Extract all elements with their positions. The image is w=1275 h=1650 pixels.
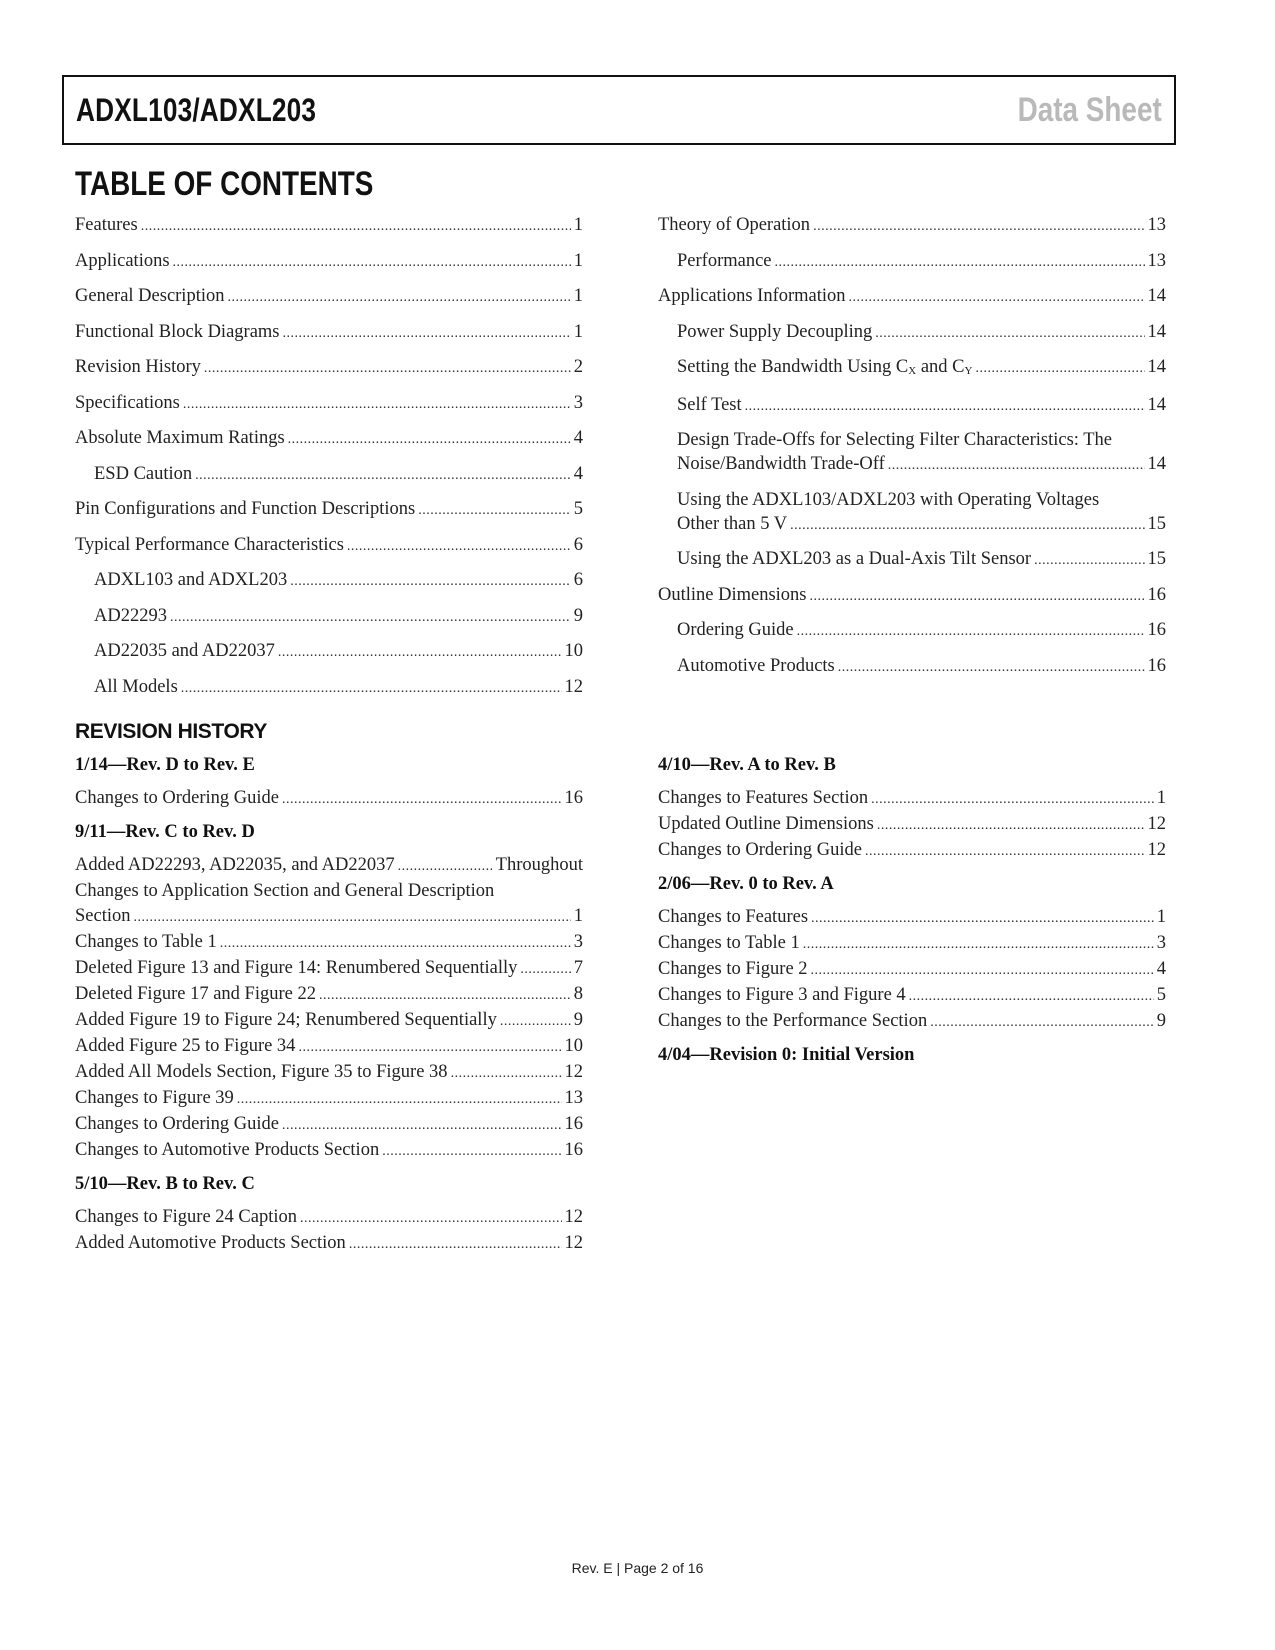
- revision-item-label: Updated Outline Dimensions: [658, 814, 874, 834]
- revision-block: [658, 753, 1166, 864]
- leader-dots: [790, 514, 1144, 538]
- revision-block: [75, 820, 583, 1164]
- toc-entry-label: Performance: [677, 250, 772, 271]
- revision-item: [658, 838, 1166, 864]
- toc-entry-label: [677, 355, 972, 383]
- revision-item-label: Changes to Ordering Guide: [75, 788, 279, 808]
- toc-entry-label: Self Test: [677, 394, 742, 415]
- toc-entry-label: Applications: [75, 250, 170, 271]
- toc-entry-label: Using the ADXL203 as a Dual-Axis Tilt Sensor: [677, 549, 1032, 569]
- toc-entry-page: 15: [1147, 549, 1166, 569]
- label-text: and C: [916, 357, 965, 377]
- toc-entry[interactable]: [75, 213, 583, 239]
- revision-item: [75, 956, 583, 982]
- toc-entry-page: 3: [573, 392, 583, 413]
- revision-block: [75, 753, 583, 812]
- revision-item: [75, 1034, 583, 1060]
- revision-item: [658, 957, 1166, 983]
- toc-entry-page: 14: [1147, 394, 1166, 415]
- toc-entry-page: 4: [573, 428, 583, 448]
- revision-item: [75, 1231, 583, 1257]
- revision-item: [658, 1009, 1166, 1035]
- leader-dots: [204, 357, 571, 381]
- toc-entry-page: 1: [573, 321, 583, 342]
- leader-dots: [173, 251, 571, 275]
- revision-item: [658, 983, 1166, 1009]
- leader-dots: [975, 357, 1144, 381]
- leader-dots: [1034, 549, 1144, 573]
- revision-item: [75, 982, 583, 1008]
- subscript-x: X: [908, 365, 917, 377]
- revision-block: [658, 1043, 1166, 1067]
- revision-item-label: Changes to Figure 24 Caption: [75, 1207, 297, 1227]
- revision-item: [75, 1205, 583, 1231]
- toc-entry-label: AD22035 and AD22037: [94, 641, 275, 661]
- revision-item: [658, 786, 1166, 812]
- revision-item-label-line1: Changes to Application Section and General Description: [75, 881, 495, 901]
- leader-dots: [451, 1061, 562, 1086]
- revision-item-page: 9: [573, 1010, 583, 1030]
- revision-item-page: 1: [573, 906, 583, 926]
- toc-entry-page: 14: [1147, 357, 1166, 377]
- toc-entry-page: 6: [573, 534, 583, 555]
- toc-entry-label: Features: [75, 215, 138, 235]
- toc-entry-label: Revision History: [75, 357, 201, 377]
- revision-item-label: Section: [75, 906, 131, 926]
- toc-entry-label: Typical Performance Characteristics: [75, 534, 344, 555]
- toc-entry[interactable]: [75, 284, 583, 310]
- leader-dots: [195, 464, 571, 488]
- leader-dots: [181, 677, 562, 701]
- toc-entry-label: Power Supply Decoupling: [677, 321, 873, 342]
- page-header: [62, 75, 1176, 145]
- leader-dots: [300, 1206, 562, 1231]
- toc-entry[interactable]: [75, 533, 583, 559]
- toc-entry[interactable]: [75, 497, 583, 523]
- revision-item-label: Changes to Table 1: [75, 932, 217, 952]
- revision-item-page: 13: [564, 1088, 583, 1108]
- leader-dots: [237, 1087, 562, 1112]
- leader-dots: [849, 286, 1145, 310]
- toc-entry-label: Other than 5 V: [677, 513, 788, 534]
- leader-dots: [398, 854, 493, 879]
- toc-entry-page: 10: [564, 641, 583, 661]
- toc-entry-label: Automotive Products: [677, 655, 835, 676]
- subscript-y: Y: [964, 365, 973, 377]
- leader-dots: [500, 1009, 571, 1034]
- toc-entry-page: 16: [1147, 620, 1166, 640]
- leader-dots: [871, 787, 1154, 812]
- revision-item-label: Changes to Table 1: [658, 933, 800, 953]
- toc-entry[interactable]: [658, 428, 1166, 478]
- revision-item-label: Added Figure 19 to Figure 24; Renumbered Sequentially: [75, 1010, 497, 1030]
- revision-list: [75, 786, 583, 812]
- leader-dots: [298, 1035, 561, 1060]
- revision-item: [75, 930, 583, 956]
- revision-item: [75, 879, 583, 930]
- revision-item-label: Added All Models Section, Figure 35 to Figure 38: [75, 1062, 448, 1082]
- leader-dots: [220, 931, 571, 956]
- revision-item-label: Added Figure 25 to Figure 34: [75, 1036, 296, 1056]
- leader-dots: [183, 393, 571, 417]
- leader-dots: [745, 395, 1145, 419]
- toc-right-column: [658, 213, 1166, 689]
- toc-entry[interactable]: [75, 355, 583, 381]
- toc-entry[interactable]: [658, 547, 1166, 573]
- leader-dots: [418, 499, 571, 523]
- leader-dots: [797, 620, 1145, 644]
- revision-item: [658, 905, 1166, 931]
- revision-heading: 4/10—Rev. A to Rev. B: [658, 755, 836, 775]
- toc-entry[interactable]: [658, 249, 1166, 275]
- leader-dots: [170, 606, 571, 630]
- revision-item: [75, 1060, 583, 1086]
- toc-entry-label: Specifications: [75, 392, 180, 413]
- revision-item-label: Added AD22293, AD22035, and AD22037: [75, 855, 395, 875]
- toc-entry[interactable]: [658, 654, 1166, 680]
- toc-entry[interactable]: [75, 675, 583, 701]
- toc-entry-page: 1: [573, 215, 583, 235]
- leader-dots: [865, 839, 1145, 864]
- revision-item-label: Added Automotive Products Section: [75, 1233, 346, 1253]
- leader-dots: [909, 984, 1154, 1009]
- toc-entry-label: AD22293: [94, 605, 167, 626]
- revision-heading: 9/11—Rev. C to Rev. D: [75, 822, 255, 842]
- revision-item-label: Changes to Ordering Guide: [658, 840, 862, 860]
- revision-item: [75, 1086, 583, 1112]
- revision-item-label: Changes to Features Section: [658, 788, 869, 808]
- revision-item-label: Changes to Figure 3 and Figure 4: [658, 985, 906, 1005]
- document-type-label: Data Sheet: [1017, 90, 1162, 129]
- revision-item: [658, 931, 1166, 957]
- revision-item-page: 16: [564, 1114, 583, 1134]
- toc-entry[interactable]: [75, 568, 583, 594]
- label-text: Setting the Bandwidth Using C: [677, 357, 909, 377]
- revision-history-heading: REVISION HISTORY: [75, 720, 267, 743]
- revision-item: [75, 853, 583, 879]
- revision-history-right-column: [658, 753, 1166, 1075]
- leader-dots: [811, 906, 1154, 931]
- toc-entry-page: 1: [573, 286, 583, 306]
- revision-block: [75, 1172, 583, 1257]
- toc-entry-label: ADXL103 and ADXL203: [94, 570, 288, 590]
- toc-entry[interactable]: [658, 320, 1166, 346]
- toc-entry-page: 16: [1147, 584, 1166, 605]
- toc-entry[interactable]: [658, 393, 1166, 419]
- toc-entry[interactable]: [75, 320, 583, 346]
- toc-entry-page: 14: [1147, 321, 1166, 342]
- leader-dots: [227, 286, 570, 310]
- toc-entry-page: 6: [573, 570, 583, 590]
- leader-dots: [283, 322, 571, 346]
- revision-history-left-column: [75, 753, 583, 1265]
- revision-item-page: 5: [1156, 985, 1166, 1005]
- revision-list: [75, 1205, 583, 1257]
- revision-item-label: Changes to Figure 39: [75, 1088, 234, 1108]
- document-title: ADXL103/ADXL203: [76, 91, 317, 128]
- revision-item-page: 1: [1156, 788, 1166, 808]
- toc-entry[interactable]: [658, 213, 1166, 239]
- revision-item-label: Changes to the Performance Section: [658, 1011, 928, 1031]
- revision-item-page: 1: [1156, 907, 1166, 927]
- toc-entry[interactable]: [658, 583, 1166, 609]
- revision-item-page: 12: [564, 1233, 583, 1253]
- toc-entry-label: Outline Dimensions: [658, 584, 807, 605]
- leader-dots: [319, 983, 571, 1008]
- revision-list: [658, 905, 1166, 1035]
- leader-dots: [141, 215, 571, 239]
- revision-item-page: 12: [1147, 814, 1166, 834]
- toc-entry-page: 15: [1147, 513, 1166, 534]
- leader-dots: [347, 535, 571, 559]
- toc-entry[interactable]: [658, 284, 1166, 310]
- revision-list: [75, 853, 583, 1164]
- toc-entry-label: Theory of Operation: [658, 215, 811, 235]
- leader-dots: [282, 1113, 562, 1138]
- revision-item-label: Changes to Figure 2: [658, 959, 808, 979]
- toc-entry-page: 4: [573, 463, 583, 484]
- leader-dots: [775, 251, 1145, 275]
- revision-item-page: 8: [573, 984, 583, 1004]
- revision-item-page: 12: [564, 1062, 583, 1082]
- toc-entry-page: 2: [573, 357, 583, 377]
- toc-entry-page: 1: [573, 250, 583, 271]
- revision-item-label: Deleted Figure 13 and Figure 14: Renumbered Sequentially: [75, 958, 518, 978]
- leader-dots: [930, 1010, 1154, 1035]
- toc-entry-label: Pin Configurations and Function Descriptions: [75, 499, 416, 519]
- toc-entry[interactable]: [75, 462, 583, 488]
- revision-heading: 5/10—Rev. B to Rev. C: [75, 1174, 255, 1194]
- toc-entry-page: 13: [1147, 250, 1166, 271]
- toc-entry-label: Ordering Guide: [677, 620, 794, 640]
- revision-item: [75, 1008, 583, 1034]
- page-footer: Rev. E | Page 2 of 16: [571, 1560, 704, 1576]
- toc-entry[interactable]: [658, 488, 1166, 538]
- leader-dots: [813, 215, 1144, 239]
- revision-item-page: 3: [573, 932, 583, 952]
- leader-dots: [349, 1232, 562, 1257]
- revision-item: [75, 1112, 583, 1138]
- toc-entry-label: Noise/Bandwidth Trade-Off: [677, 454, 885, 474]
- toc-entry[interactable]: [658, 618, 1166, 644]
- revision-item-page: 4: [1156, 959, 1166, 979]
- revision-item-label: Deleted Figure 17 and Figure 22: [75, 984, 316, 1004]
- revision-item-page: 12: [1147, 840, 1166, 860]
- revision-block: [658, 872, 1166, 1035]
- toc-entry-page: 9: [573, 605, 583, 626]
- revision-list: [658, 786, 1166, 864]
- toc-entry[interactable]: [75, 391, 583, 417]
- revision-item-label: Changes to Features: [658, 907, 809, 927]
- leader-dots: [811, 958, 1154, 983]
- toc-entry-label: All Models: [94, 676, 178, 697]
- leader-dots: [875, 322, 1144, 346]
- toc-entry-label: Absolute Maximum Ratings: [75, 428, 285, 448]
- leader-dots: [810, 585, 1145, 609]
- revision-heading: 2/06—Rev. 0 to Rev. A: [658, 874, 834, 894]
- toc-entry-page: 16: [1147, 655, 1166, 676]
- revision-heading: 4/04—Revision 0: Initial Version: [658, 1045, 915, 1065]
- toc-entry-label: General Description: [75, 286, 225, 306]
- leader-dots: [888, 454, 1145, 478]
- toc-entry-page: 12: [564, 676, 583, 697]
- revision-item: [75, 786, 583, 812]
- toc-entry-label: Applications Information: [658, 286, 846, 306]
- toc-entry[interactable]: [658, 355, 1166, 383]
- leader-dots: [382, 1139, 561, 1164]
- revision-item-page: 16: [564, 1140, 583, 1160]
- toc-entry[interactable]: [75, 639, 583, 665]
- revision-item-label: Changes to Ordering Guide: [75, 1114, 279, 1134]
- toc-entry-label: ESD Caution: [94, 463, 193, 484]
- toc-heading: TABLE OF CONTENTS: [75, 165, 374, 203]
- leader-dots: [520, 957, 570, 982]
- leader-dots: [134, 905, 571, 930]
- toc-entry-page: 14: [1147, 286, 1166, 306]
- leader-dots: [877, 813, 1145, 838]
- revision-item: [75, 1138, 583, 1164]
- revision-heading: 1/14—Rev. D to Rev. E: [75, 755, 255, 775]
- leader-dots: [282, 787, 562, 812]
- leader-dots: [803, 932, 1154, 957]
- revision-item-page: 16: [564, 788, 583, 808]
- toc-entry-label: Functional Block Diagrams: [75, 321, 280, 342]
- revision-item-page: Throughout: [495, 855, 583, 875]
- revision-item: [658, 812, 1166, 838]
- toc-left-column: [75, 213, 583, 710]
- revision-item-page: 7: [573, 958, 583, 978]
- toc-entry-page: 5: [573, 499, 583, 519]
- revision-item-page: 12: [564, 1207, 583, 1227]
- toc-entry-label-line1: Using the ADXL103/ADXL203 with Operating Voltages: [677, 489, 1100, 510]
- toc-entry[interactable]: [75, 426, 583, 452]
- revision-item-page: 9: [1156, 1011, 1166, 1031]
- toc-entry-label-line1: Design Trade-Offs for Selecting Filter Characteristics: The: [677, 430, 1113, 450]
- revision-item-page: 3: [1156, 933, 1166, 953]
- leader-dots: [288, 428, 571, 452]
- revision-item-page: 10: [564, 1036, 583, 1056]
- toc-entry[interactable]: [75, 604, 583, 630]
- toc-entry-page: 13: [1147, 215, 1166, 235]
- revision-item-label: Changes to Automotive Products Section: [75, 1140, 380, 1160]
- leader-dots: [278, 641, 562, 665]
- leader-dots: [838, 656, 1145, 680]
- leader-dots: [290, 570, 571, 594]
- toc-entry[interactable]: [75, 249, 583, 275]
- toc-entry-page: 14: [1147, 454, 1166, 474]
